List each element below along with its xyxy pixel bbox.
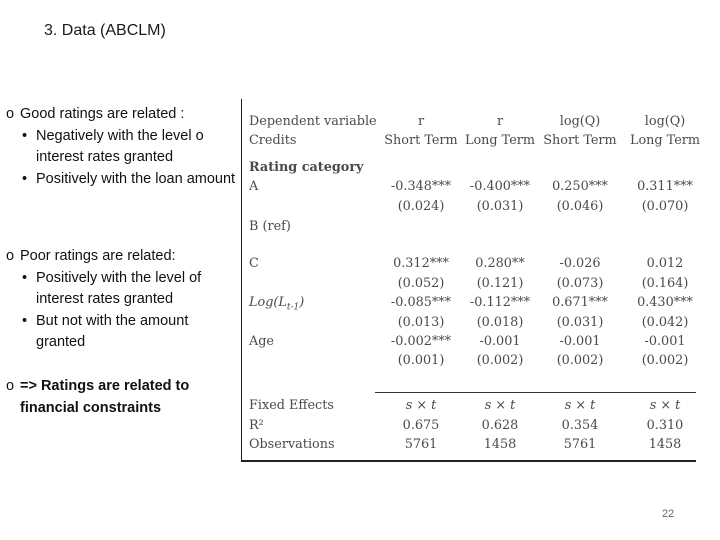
bullet-heading-text: Good ratings are related : <box>20 106 185 122</box>
bullet-dot-icon: • <box>22 127 28 144</box>
row-label: Observations <box>249 437 335 452</box>
sub-bullet-text: Positively with the loan amount <box>36 170 236 187</box>
table-cell: (0.002) <box>641 353 689 368</box>
section-label: Rating category <box>249 160 364 175</box>
table-cell: (0.073) <box>556 276 604 291</box>
table-cell: -0.085*** <box>390 295 452 310</box>
table-cell: -0.002*** <box>390 334 452 349</box>
table-cell: (0.042) <box>641 315 689 330</box>
table-cell: 1458 <box>483 437 517 452</box>
table-cell: s × t <box>405 398 437 413</box>
header-cell: log(Q) <box>559 114 601 129</box>
bullet-group-conclusion <box>6 376 238 419</box>
bullet-marker: o <box>6 378 15 394</box>
table-cell: -0.400*** <box>469 179 531 194</box>
table-cell: 0.675 <box>402 418 440 433</box>
row-label: C <box>249 256 259 271</box>
table-cell: 1458 <box>648 437 682 452</box>
table-cell: (0.018) <box>476 315 524 330</box>
table-cell: 0.310 <box>646 418 684 433</box>
table-cell: -0.112*** <box>469 295 531 310</box>
table-cell: 0.354 <box>561 418 599 433</box>
table-cell: (0.031) <box>556 315 604 330</box>
header-cell: Short Term <box>543 133 617 148</box>
table-cell: 5761 <box>404 437 438 452</box>
header-cell: r <box>417 114 425 129</box>
table-cell: (0.002) <box>556 353 604 368</box>
table-cell: 0.628 <box>481 418 519 433</box>
bullet-marker: o <box>6 248 15 264</box>
table-cell: 0.671*** <box>552 295 608 310</box>
bullet-group-good-ratings <box>6 104 238 190</box>
bullet-dot-icon: • <box>22 269 28 286</box>
sub-bullet <box>6 126 238 169</box>
table-cell: (0.070) <box>641 199 689 214</box>
row-label: $Log(L_{t-1})$ <box>249 295 305 313</box>
table-cell: s × t <box>564 398 596 413</box>
table-cell: (0.013) <box>397 315 445 330</box>
sub-bullet-text: Positively with the level of interest rates granted <box>36 269 202 307</box>
regression-table <box>241 99 701 459</box>
table-cell: -0.348*** <box>390 179 452 194</box>
sub-bullet <box>6 311 238 354</box>
table-cell: -0.001 <box>479 334 521 349</box>
sub-bullet <box>6 169 238 191</box>
table-cell: s × t <box>484 398 516 413</box>
table-cell: (0.052) <box>397 276 445 291</box>
slide-title: 3. Data (ABCLM) <box>44 22 166 39</box>
table-left-rule <box>241 99 242 461</box>
header-cell: Long Term <box>629 133 701 148</box>
conclusion-text: => Ratings are related to financial constraints <box>20 378 190 416</box>
header-cell: log(Q) <box>644 114 686 129</box>
table-bottom-rule <box>241 460 696 462</box>
sub-bullet-text: Negatively with the level o interest rates granted <box>36 127 204 165</box>
header-cell: Dependent variable <box>249 114 377 129</box>
table-cell: -0.001 <box>559 334 601 349</box>
table-cell: (0.164) <box>641 276 689 291</box>
table-cell: (0.024) <box>397 199 445 214</box>
table-cell: 0.312*** <box>393 256 449 271</box>
bullet-dot-icon: • <box>22 312 28 329</box>
page-number: 22 <box>662 508 675 520</box>
row-label: B (ref) <box>249 219 291 234</box>
table-cell: (0.002) <box>476 353 524 368</box>
table-cell: 0.280** <box>475 256 525 271</box>
table-cell: 5761 <box>563 437 597 452</box>
bullet-heading-text: Poor ratings are related: <box>20 248 176 264</box>
bullet-heading <box>6 376 238 419</box>
table-cell: (0.031) <box>476 199 524 214</box>
header-cell: Short Term <box>384 133 458 148</box>
row-label: Fixed Effects <box>249 398 334 413</box>
bullet-heading <box>6 246 238 268</box>
table-cell: 0.250*** <box>552 179 608 194</box>
table-cell: -0.026 <box>559 256 601 271</box>
table-cell: -0.001 <box>644 334 686 349</box>
bullet-group-poor-ratings <box>6 246 238 354</box>
header-cell: Credits <box>249 133 297 148</box>
sub-bullet <box>6 268 238 311</box>
row-label: Age <box>249 334 275 349</box>
table-cell: (0.121) <box>476 276 524 291</box>
row-label: R² <box>249 418 264 433</box>
table-cell: s × t <box>649 398 681 413</box>
table-cell: 0.012 <box>646 256 684 271</box>
table-cell: (0.001) <box>397 353 445 368</box>
sub-bullet-text: But not with the amount granted <box>36 312 189 350</box>
header-cell: r <box>496 114 504 129</box>
table-footer-rule <box>375 392 696 393</box>
table-cell: (0.046) <box>556 199 604 214</box>
header-cell: Long Term <box>464 133 536 148</box>
table-cell: 0.311*** <box>637 179 693 194</box>
bullet-dot-icon: • <box>22 170 28 187</box>
bullet-marker: o <box>6 106 15 122</box>
table-cell: 0.430*** <box>637 295 693 310</box>
row-label: A <box>249 179 259 194</box>
bullet-heading <box>6 104 238 126</box>
